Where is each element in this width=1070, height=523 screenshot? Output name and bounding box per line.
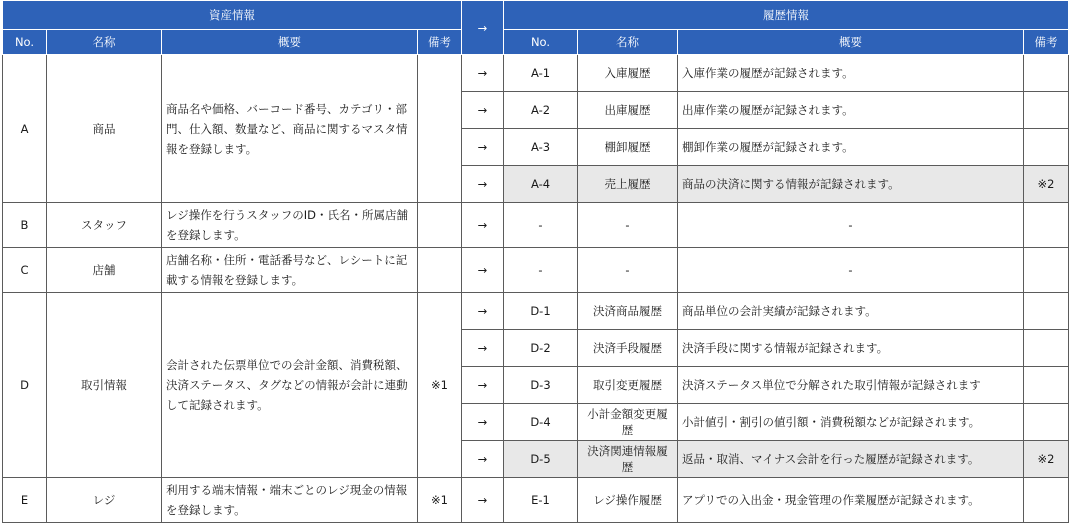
history-col-no: No.	[504, 30, 578, 55]
asset-no: B	[3, 203, 47, 248]
history-no: A-4	[504, 166, 578, 203]
asset-desc: 商品名や価格、バーコード番号、カテゴリ・部門、仕入額、数量など、商品に関するマスタ情報を登録します。	[162, 55, 418, 203]
arrow-cell: →	[462, 478, 504, 523]
asset-name: レジ	[47, 478, 162, 523]
history-desc: 入庫作業の履歴が記録されます。	[678, 55, 1024, 92]
table-row	[3, 293, 1069, 330]
table-row	[3, 55, 1069, 92]
history-name: -	[578, 248, 678, 293]
history-name: -	[578, 203, 678, 248]
history-note	[1024, 404, 1069, 441]
history-desc: 決済手段に関する情報が記録されます。	[678, 330, 1024, 367]
history-no: D-3	[504, 367, 578, 404]
history-desc: -	[678, 248, 1024, 293]
arrow-cell: →	[462, 55, 504, 92]
asset-name: 取引情報	[47, 293, 162, 478]
arrow-cell: →	[462, 129, 504, 166]
arrow-cell: →	[462, 248, 504, 293]
history-desc: 小計値引・割引の値引額・消費税額などが記録されます。	[678, 404, 1024, 441]
history-note	[1024, 129, 1069, 166]
asset-group-header: 資産情報	[3, 1, 462, 30]
header-group-row	[3, 1, 1069, 30]
history-name: 決済商品履歴	[578, 293, 678, 330]
asset-desc: 店舗名称・住所・電話番号など、レシートに記載する情報を登録します。	[162, 248, 418, 293]
asset-note: ※1	[418, 478, 462, 523]
history-name: 決済関連情報履歴	[578, 441, 678, 478]
history-name: 売上履歴	[578, 166, 678, 203]
history-no: -	[504, 248, 578, 293]
history-note	[1024, 293, 1069, 330]
asset-desc: 利用する端末情報・端末ごとのレジ現金の情報を登録します。	[162, 478, 418, 523]
history-note: ※2	[1024, 166, 1069, 203]
asset-note	[418, 55, 462, 203]
history-note	[1024, 55, 1069, 92]
history-col-note: 備考	[1024, 30, 1069, 55]
arrow-cell: →	[462, 166, 504, 203]
asset-name: 店舗	[47, 248, 162, 293]
table-row	[3, 478, 1069, 523]
history-name: レジ操作履歴	[578, 478, 678, 523]
arrow-cell: →	[462, 92, 504, 129]
asset-history-table	[2, 0, 1069, 523]
history-note	[1024, 248, 1069, 293]
history-name: 入庫履歴	[578, 55, 678, 92]
history-col-name: 名称	[578, 30, 678, 55]
asset-note	[418, 248, 462, 293]
history-note	[1024, 203, 1069, 248]
asset-note: ※1	[418, 293, 462, 478]
asset-note	[418, 203, 462, 248]
history-note	[1024, 92, 1069, 129]
header-columns-row	[3, 30, 1069, 55]
table-row	[3, 203, 1069, 248]
arrow-cell: →	[462, 293, 504, 330]
history-name: 棚卸履歴	[578, 129, 678, 166]
history-no: A-1	[504, 55, 578, 92]
history-desc: 出庫作業の履歴が記録されます。	[678, 92, 1024, 129]
asset-desc: レジ操作を行うスタッフのID・氏名・所属店舗を登録します。	[162, 203, 418, 248]
arrow-cell: →	[462, 441, 504, 478]
asset-col-no: No.	[3, 30, 47, 55]
history-name: 取引変更履歴	[578, 367, 678, 404]
asset-col-desc: 概要	[162, 30, 418, 55]
history-desc: 決済ステータス単位で分解された取引情報が記録されます	[678, 367, 1024, 404]
history-name: 小計金額変更履歴	[578, 404, 678, 441]
arrow-cell: →	[462, 330, 504, 367]
arrow-cell: →	[462, 367, 504, 404]
history-no: D-1	[504, 293, 578, 330]
history-no: E-1	[504, 478, 578, 523]
asset-col-name: 名称	[47, 30, 162, 55]
asset-name: スタッフ	[47, 203, 162, 248]
asset-no: A	[3, 55, 47, 203]
history-no: D-2	[504, 330, 578, 367]
history-note	[1024, 478, 1069, 523]
asset-name: 商品	[47, 55, 162, 203]
asset-no: E	[3, 478, 47, 523]
arrow-cell: →	[462, 203, 504, 248]
history-col-desc: 概要	[678, 30, 1024, 55]
history-desc: 棚卸作業の履歴が記録されます。	[678, 129, 1024, 166]
history-desc: アプリでの入出金・現金管理の作業履歴が記録されます。	[678, 478, 1024, 523]
history-note	[1024, 367, 1069, 404]
history-note: ※2	[1024, 441, 1069, 478]
history-note	[1024, 330, 1069, 367]
asset-col-note: 備考	[418, 30, 462, 55]
history-name: 決済手段履歴	[578, 330, 678, 367]
history-no: -	[504, 203, 578, 248]
arrow-cell: →	[462, 404, 504, 441]
history-group-header: 履歴情報	[504, 1, 1069, 30]
history-no: D-5	[504, 441, 578, 478]
history-name: 出庫履歴	[578, 92, 678, 129]
arrow-column-header: →	[462, 1, 504, 55]
history-no: A-2	[504, 92, 578, 129]
history-desc: 商品の決済に関する情報が記録されます。	[678, 166, 1024, 203]
history-desc: 返品・取消、マイナス会計を行った履歴が記録されます。	[678, 441, 1024, 478]
history-no: D-4	[504, 404, 578, 441]
history-desc: -	[678, 203, 1024, 248]
history-desc: 商品単位の会計実績が記録されます。	[678, 293, 1024, 330]
asset-no: D	[3, 293, 47, 478]
table-row	[3, 248, 1069, 293]
asset-desc: 会計された伝票単位での会計金額、消費税額、決済ステータス、タグなどの情報が会計に連動して記録されます。	[162, 293, 418, 478]
asset-no: C	[3, 248, 47, 293]
history-no: A-3	[504, 129, 578, 166]
